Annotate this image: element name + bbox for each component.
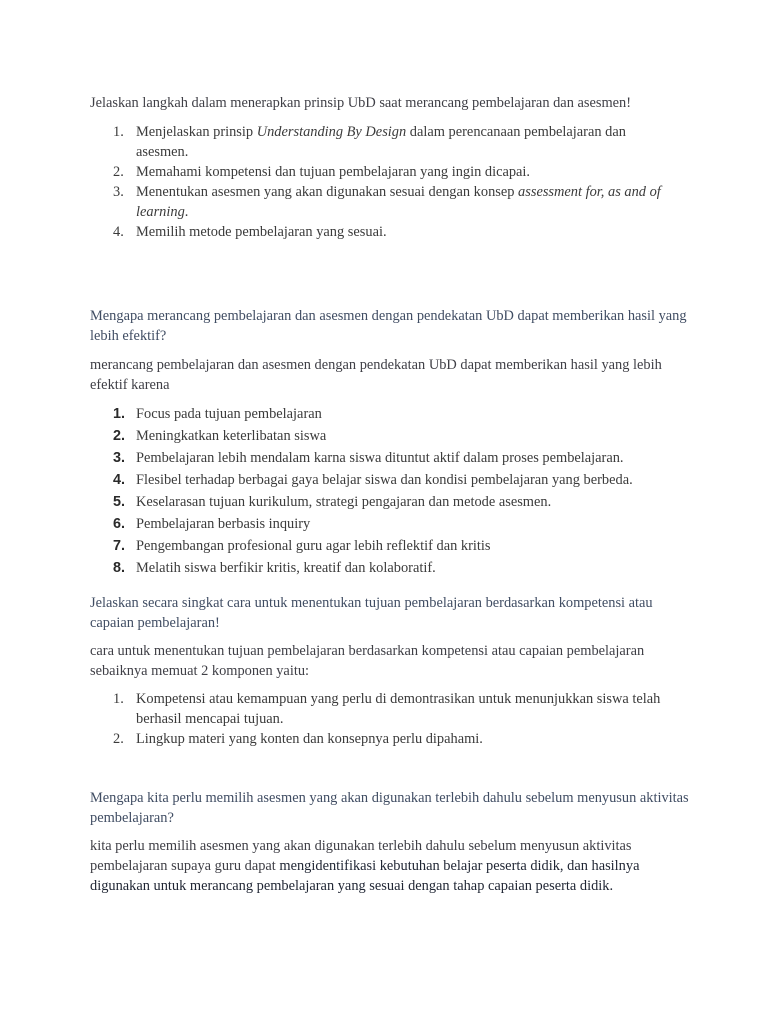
list-text: Keselarasan tujuan kurikulum, strategi pengajaran dan metode asesmen.: [136, 494, 552, 510]
question-1: Jelaskan langkah dalam menerapkan prinsip UbD saat merancang pembelajaran dan asesmen!: [90, 95, 632, 111]
list-number: 3.: [113, 184, 124, 200]
list-text: .: [184, 204, 189, 220]
list-text: Melatih siswa berfikir kritis, kreatif dan kolaboratif.: [136, 560, 436, 576]
list-text: Menentukan asesmen yang akan digunakan sesuai dengan konsep: [136, 184, 519, 200]
list-item: [90, 492, 680, 512]
list-item: [90, 470, 680, 490]
list-text: Pembelajaran berbasis inquiry: [136, 516, 311, 532]
answer-3: cara untuk menentukan tujuan pembelajaran berdasarkan kompetensi atau capaian pembelajaran sebaiknya memuat 2 komponen yaitu:: [90, 643, 645, 679]
reasons-list: [90, 404, 680, 580]
list-number: 2.: [113, 164, 124, 180]
question-3: Jelaskan secara singkat cara untuk menentukan tujuan pembelajaran berdasarkan kompetensi atau capaian pembelajaran!: [90, 595, 653, 631]
list-text-italic: Understanding By Design: [256, 124, 407, 140]
question-2: Mengapa merancang pembelajaran dan asesmen dengan pendekatan UbD dapat memberikan hasil yang lebih efektif?: [90, 308, 687, 344]
list-text: dalam perencanaan pembelajaran dan asesmen.: [136, 124, 626, 160]
list-number: 1.: [113, 406, 126, 422]
list-text: Memilih metode pembelajaran yang sesuai.: [136, 224, 387, 240]
list-item: [90, 448, 680, 468]
list-text: Pembelajaran lebih mendalam karna siswa dituntut aktif dalam proses pembelajaran.: [136, 450, 624, 466]
question-4: Mengapa kita perlu memilih asesmen yang akan digunakan terlebih dahulu sebelum menyusun aktivitas pembelajaran?: [90, 790, 689, 826]
list-text: Meningkatkan keterlibatan siswa: [136, 428, 327, 444]
list-item: [90, 162, 680, 182]
list-text: Kompetensi atau kemampuan yang perlu di demontrasikan untuk menunjukkan siswa telah berhasil mencapai tujuan.: [136, 691, 661, 727]
list-item: [90, 514, 680, 534]
list-number: 4.: [113, 472, 126, 488]
components-list: [90, 689, 680, 749]
list-item: [90, 182, 680, 222]
list-number: 4.: [113, 224, 124, 240]
answer-4-part1: kita perlu memilih asesmen yang akan digunakan terlebih dahulu sebelum menyusun aktivitas pembelajaran supaya guru dapat: [90, 838, 632, 874]
list-item: [90, 222, 680, 242]
list-item: [90, 558, 680, 578]
list-item: [90, 536, 680, 556]
list-item: [90, 689, 680, 729]
answer-4: [90, 836, 690, 896]
list-number: 2.: [113, 428, 126, 444]
list-text: Menjelaskan prinsip: [136, 124, 257, 140]
list-item: [90, 426, 680, 446]
steps-list: [90, 122, 680, 242]
list-number: 7.: [113, 538, 126, 554]
list-number: 1.: [113, 691, 124, 707]
list-text: Focus pada tujuan pembelajaran: [136, 406, 322, 422]
list-number: 6.: [113, 516, 126, 532]
list-number: 2.: [113, 731, 124, 747]
list-item: [90, 729, 680, 749]
list-item: [90, 404, 680, 424]
list-text: Pengembangan profesional guru agar lebih reflektif dan kritis: [136, 538, 491, 554]
list-number: 3.: [113, 450, 126, 466]
list-text: Lingkup materi yang konten dan konsepnya perlu dipahami.: [136, 731, 483, 747]
list-text: Flesibel terhadap berbagai gaya belajar siswa dan kondisi pembelajaran yang berbeda.: [136, 472, 633, 488]
list-number: 1.: [113, 124, 124, 140]
list-text: Memahami kompetensi dan tujuan pembelajaran yang ingin dicapai.: [136, 164, 531, 180]
list-number: 5.: [113, 494, 126, 510]
list-item: [90, 122, 680, 162]
answer-2: merancang pembelajaran dan asesmen dengan pendekatan UbD dapat memberikan hasil yang lebih efektif karena: [90, 357, 662, 393]
answer-4-part2: mengidentifikasi kebutuhan belajar peserta didik, dan hasilnya digunakan untuk merancang pembelajaran yang sesuai dengan tahap capaian peserta didik.: [90, 858, 640, 894]
list-text-italic: assessment for, as and of learning: [136, 184, 661, 220]
list-number: 8.: [113, 560, 126, 576]
